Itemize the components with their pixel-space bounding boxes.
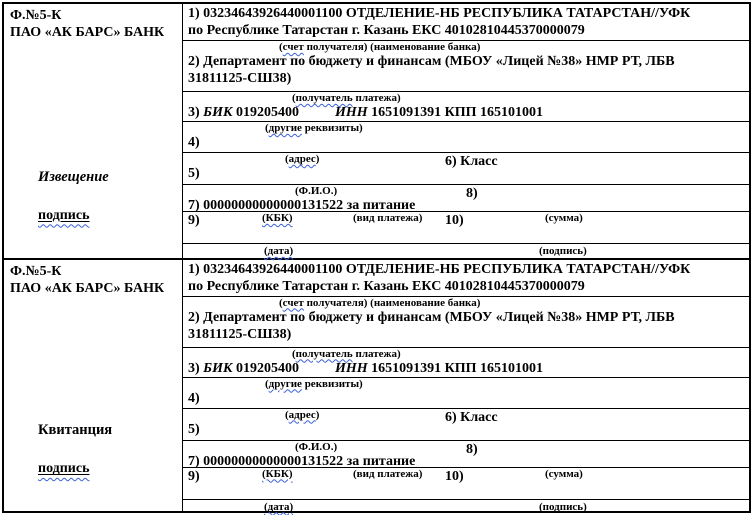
field-7-kbk: 7) 00000000000000131522 за питание 8) [188, 186, 478, 213]
field-2-payee-line2: 31811125-СШ38) [188, 326, 292, 342]
bank-name: ПАО «АК БАРС» БАНК [10, 280, 165, 296]
field-9-date: 9) 10) [188, 468, 464, 484]
field-5-fio: 5) 6) Класс [188, 409, 498, 437]
row-kbk [183, 185, 749, 212]
field-1-account-line2: по Республике Татарстан г. Казань ЕКС 40102810445370000079 [188, 278, 585, 294]
caption-payee: (получатель платежа) [292, 347, 401, 360]
row-payee [183, 41, 749, 92]
row-requisites [183, 92, 749, 122]
field-10-signature: 10) [445, 213, 464, 228]
caption-account-bank: (счет получателя) (наименование банка) [279, 41, 481, 53]
caption-payment-type: (вид платежа) [353, 467, 423, 480]
field-3-bik-inn-kpp: 3) БИК 019205400 ИНН 1651091391 КПП 165101001 [188, 105, 544, 120]
field-2-payee-line1: 2) Департамент по бюджету и финансам (МБОУ «Лицей №38» НМР РТ, ЛБВ [188, 54, 675, 69]
row-bank-details [183, 4, 749, 41]
row-bank-details [183, 260, 749, 297]
caption-account-bank: (счет получателя) (наименование банка) [279, 296, 481, 309]
form-code: Ф.№5-К [10, 263, 62, 279]
caption-signature: (подпись) [539, 245, 587, 257]
payment-form-table [2, 2, 751, 513]
row-requisites [183, 348, 749, 378]
field-8-sum: 8) [466, 441, 478, 457]
field-1-account-line1: 1) 03234643926440001100 ОТДЕЛЕНИЕ-НБ РЕСПУБЛИКА ТАТАРСТАН//УФК [188, 6, 691, 21]
row-date-signature [183, 212, 749, 244]
field-3-bik-inn-kpp: 3) БИК 019205400 ИНН 1651091391 КПП 165101001 [188, 360, 544, 376]
caption-other-requisites: (другие реквизиты) [265, 377, 363, 390]
caption-signature: (подпись) [539, 500, 587, 513]
caption-fio: (Ф.И.О.) [295, 185, 338, 197]
row-kbk [183, 441, 749, 468]
field-4-address: 4) [188, 390, 200, 406]
caption-fio: (Ф.И.О.) [295, 440, 338, 453]
row-bottom-captions [183, 244, 749, 258]
caption-kbk: (КБК) [262, 212, 293, 224]
field-5-fio: 5) 6) Класс [188, 154, 498, 181]
field-2-payee-line2: 31811125-СШ38) [188, 71, 292, 86]
row-other [183, 378, 749, 409]
notice-label: Извещение [38, 168, 109, 185]
caption-address: (адрес) [285, 408, 320, 421]
field-10-signature: 10) [445, 468, 464, 484]
caption-payment-type: (вид платежа) [353, 212, 423, 224]
caption-sum: (сумма) [545, 212, 583, 224]
row-fio [183, 409, 749, 441]
signature-label: подпись [38, 461, 90, 476]
field-1-account-line2: по Республике Татарстан г. Казань ЕКС 40102810445370000079 [188, 23, 585, 38]
row-bottom-captions [183, 500, 749, 512]
caption-sum: (сумма) [545, 467, 583, 480]
field-9-date: 9) 10) [188, 213, 464, 228]
field-1-account-line1: 1) 03234643926440001100 ОТДЕЛЕНИЕ-НБ РЕСПУБЛИКА ТАТАРСТАН//УФК [188, 261, 691, 277]
row-payee [183, 297, 749, 348]
row-date-signature [183, 468, 749, 500]
caption-kbk: (КБК) [262, 467, 293, 480]
field-7-kbk: 7) 00000000000000131522 за питание 8) [188, 441, 478, 469]
stub-cell-receipt [4, 260, 183, 512]
receipt-label: Квитанция [38, 422, 113, 438]
field-4-address: 4) [188, 135, 200, 150]
half-notice [4, 4, 749, 258]
form-code: Ф.№5-К [10, 8, 62, 23]
form-cell-receipt [183, 260, 749, 512]
caption-other-requisites: (другие реквизиты) [265, 122, 363, 134]
field-2-payee-line1: 2) Департамент по бюджету и финансам (МБОУ «Лицей №38» НМР РТ, ЛБВ [188, 309, 675, 325]
field-6-class: 6) Класс [445, 409, 498, 425]
caption-address: (адрес) [285, 153, 320, 165]
field-8-sum: 8) [466, 186, 478, 201]
row-fio [183, 153, 749, 185]
half-receipt [4, 258, 749, 512]
stub-cell-notice [4, 4, 183, 258]
row-other [183, 122, 749, 153]
caption-date: (дата) [264, 245, 294, 257]
form-cell-notice [183, 4, 749, 258]
field-6-class: 6) Класс [445, 154, 498, 169]
caption-date: (дата) [264, 500, 294, 513]
signature-label: подпись [38, 207, 90, 223]
bank-name: ПАО «АК БАРС» БАНК [10, 25, 165, 40]
caption-payee: (получатель платежа) [292, 92, 401, 104]
